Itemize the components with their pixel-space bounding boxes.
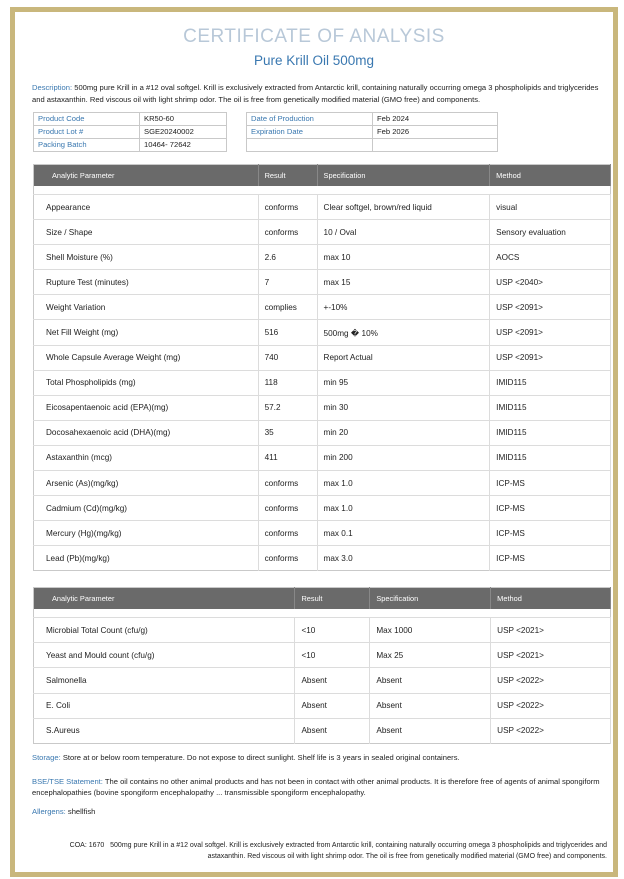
analytic-table-cell: Size / Shape <box>34 220 259 245</box>
microbial-table-cell: USP <2022> <box>491 693 611 718</box>
microbial-table-cell: Max 1000 <box>370 618 491 643</box>
analytic-table-row <box>34 345 611 370</box>
product-lot-label: Product Lot # <box>34 126 140 139</box>
analytic-table-cell: conforms <box>258 496 317 521</box>
microbial-table-cell: <10 <box>295 643 370 668</box>
analytic-table-cell: ICP-MS <box>490 471 611 496</box>
description-text: 500mg pure Krill in a #12 oval softgel. Krill is exclusively extracted from Antarctic krill, containing naturally occurring omega 3 phospholipids and triglycerides and astaxanthin. Red viscous oil with light shrimp odor. The oil is free from genetically modified material (GMO free) and components. <box>32 83 599 104</box>
microbial-table-row <box>34 693 611 718</box>
microbial-table-column-header: Result <box>295 588 370 610</box>
microbial-table-cell: Salmonella <box>34 668 295 693</box>
certificate-frame <box>10 7 618 877</box>
microbial-table-cell: USP <2021> <box>491 618 611 643</box>
page-title: CERTIFICATE OF ANALYSIS <box>183 26 445 47</box>
analytic-table-row <box>34 220 611 245</box>
analytic-table-row <box>34 445 611 470</box>
footer <box>45 840 607 862</box>
analytic-table-cell: USP <2091> <box>490 345 611 370</box>
analytic-table-cell: 740 <box>258 345 317 370</box>
storage-label: Storage: <box>32 753 61 762</box>
bse-label: BSE/TSE Statement: <box>32 777 103 786</box>
analytic-table-column-header: Specification <box>317 165 490 187</box>
analytic-table-cell: 35 <box>258 420 317 445</box>
analytic-table-cell: 7 <box>258 270 317 295</box>
footer-coa: COA: 1670 <box>69 842 105 849</box>
analytic-table-cell: 2.6 <box>258 245 317 270</box>
analytic-table-cell: Report Actual <box>317 345 490 370</box>
analytic-table-cell: Total Phospholipids (mg) <box>34 370 259 395</box>
analytic-table-cell: Weight Variation <box>34 295 259 320</box>
microbial-table-cell: Absent <box>295 668 370 693</box>
microbial-table-cell: E. Coli <box>34 693 295 718</box>
analytic-table-row <box>34 521 611 546</box>
microbial-table-cell: USP <2022> <box>491 718 611 743</box>
analytic-table-row <box>34 295 611 320</box>
analytic-table-cell: Clear softgel, brown/red liquid <box>317 195 490 220</box>
analytic-table-cell: complies <box>258 295 317 320</box>
analytic-table-cell: min 200 <box>317 445 490 470</box>
analytic-table-row <box>34 420 611 445</box>
analytic-table-cell: IMID115 <box>490 395 611 420</box>
microbial-table-cell: Microbial Total Count (cfu/g) <box>34 618 295 643</box>
analytic-table-row <box>34 320 611 345</box>
analytic-table-cell: Net Fill Weight (mg) <box>34 320 259 345</box>
microbial-table-row <box>34 618 611 643</box>
product-code-value: KR50-60 <box>140 113 227 126</box>
microbial-table-row <box>34 643 611 668</box>
analytic-table-cell: conforms <box>258 195 317 220</box>
analytic-table-cell: conforms <box>258 521 317 546</box>
analytic-table-cell: max 1.0 <box>317 496 490 521</box>
product-info-left <box>33 112 227 152</box>
footer-text: 500mg pure Krill in a #12 oval softgel. Krill is exclusively extracted from Antarctic krill, containing naturally occurring omega 3 phospholipids and triglycerides and astaxanthin. Red viscous oil with light shrimp odor. The oil is free from genetically modified material (GMO free) and components. <box>110 842 607 860</box>
allergens-text: shellfish <box>67 807 96 816</box>
microbial-table-column-header: Analytic Parameter <box>34 588 295 610</box>
analytic-table-cell: 10 / Oval <box>317 220 490 245</box>
analytic-table-cell: max 1.0 <box>317 471 490 496</box>
microbial-table <box>33 587 611 744</box>
analytic-table-row <box>34 395 611 420</box>
analytic-table-cell: 118 <box>258 370 317 395</box>
analytic-table-cell: Arsenic (As)(mg/kg) <box>34 471 259 496</box>
product-subtitle: Pure Krill Oil 500mg <box>253 53 375 68</box>
expiration-date-value: Feb 2026 <box>373 126 498 139</box>
microbial-table-cell: S.Aureus <box>34 718 295 743</box>
storage-statement <box>32 753 607 762</box>
analytic-table-cell: max 0.1 <box>317 521 490 546</box>
analytic-table-cell: min 30 <box>317 395 490 420</box>
analytic-table-cell: max 10 <box>317 245 490 270</box>
product-info-right <box>246 112 498 152</box>
analytic-table-cell: AOCS <box>490 245 611 270</box>
analytic-table-cell: USP <2040> <box>490 270 611 295</box>
microbial-table-header-row <box>34 588 611 610</box>
microbial-table-cell: Max 25 <box>370 643 491 668</box>
analytic-table-header-row <box>34 165 611 187</box>
production-date-label: Date of Production <box>247 113 373 126</box>
description-label: Description: <box>32 83 73 92</box>
microbial-table-row <box>34 668 611 693</box>
analytic-table-row <box>34 546 611 571</box>
product-code-label: Product Code <box>34 113 140 126</box>
analytic-table-row <box>34 471 611 496</box>
analytic-table-cell: Whole Capsule Average Weight (mg) <box>34 345 259 370</box>
analytic-table-cell: 411 <box>258 445 317 470</box>
storage-text: Store at or below room temperature. Do not expose to direct sunlight. Shelf life is 3 years in sealed original containers. <box>62 753 460 762</box>
analytic-table <box>33 164 611 571</box>
analytic-table-cell: conforms <box>258 546 317 571</box>
analytic-table-cell: visual <box>490 195 611 220</box>
analytic-table-cell: Sensory evaluation <box>490 220 611 245</box>
analytic-table-column-header: Analytic Parameter <box>34 165 259 187</box>
bse-statement <box>32 776 607 798</box>
analytic-table-cell: min 95 <box>317 370 490 395</box>
analytic-table-cell: USP <2091> <box>490 295 611 320</box>
microbial-table-cell: Absent <box>295 718 370 743</box>
analytic-table-column-header: Method <box>490 165 611 187</box>
analytic-table-cell: ICP-MS <box>490 496 611 521</box>
microbial-table-cell: USP <2022> <box>491 668 611 693</box>
analytic-table-cell: min 20 <box>317 420 490 445</box>
analytic-table-cell: Shell Moisture (%) <box>34 245 259 270</box>
analytic-table-cell: Appearance <box>34 195 259 220</box>
microbial-table-cell: Absent <box>370 718 491 743</box>
microbial-table-row <box>34 718 611 743</box>
analytic-table-cell: Rupture Test (minutes) <box>34 270 259 295</box>
analytic-table-spacer <box>34 186 611 195</box>
analytic-table-cell: max 15 <box>317 270 490 295</box>
empty-label <box>247 139 373 152</box>
microbial-table-column-header: Method <box>491 588 611 610</box>
empty-value <box>373 139 498 152</box>
microbial-table-column-header: Specification <box>370 588 491 610</box>
microbial-table-cell: Absent <box>370 693 491 718</box>
microbial-table-cell: <10 <box>295 618 370 643</box>
analytic-table-cell: ICP-MS <box>490 521 611 546</box>
allergens-label: Allergens: <box>32 807 66 816</box>
analytic-table-cell: Mercury (Hg)(mg/kg) <box>34 521 259 546</box>
expiration-date-label: Expiration Date <box>247 126 373 139</box>
packing-batch-label: Packing Batch <box>34 139 140 152</box>
analytic-table-cell: max 3.0 <box>317 546 490 571</box>
microbial-table-cell: Absent <box>370 668 491 693</box>
analytic-table-cell: 57.2 <box>258 395 317 420</box>
analytic-table-cell: IMID115 <box>490 445 611 470</box>
analytic-table-cell: +-10% <box>317 295 490 320</box>
analytic-table-column-header: Result <box>258 165 317 187</box>
microbial-table-cell: USP <2021> <box>491 643 611 668</box>
analytic-table-cell: Astaxanthin (mcg) <box>34 445 259 470</box>
microbial-table-cell: Yeast and Mould count (cfu/g) <box>34 643 295 668</box>
bse-text: The oil contains no other animal products and has not been in contact with other animal products. It is therefore free of agents of animal spongiform encephalopathies (bovine spongiform encephalopathy ... transmissible spongiform encephalopathy. <box>32 777 600 797</box>
analytic-table-cell: Eicosapentaenoic acid (EPA)(mg) <box>34 395 259 420</box>
production-date-value: Feb 2024 <box>373 113 498 126</box>
analytic-table-cell: Cadmium (Cd)(mg/kg) <box>34 496 259 521</box>
analytic-table-row <box>34 245 611 270</box>
analytic-table-cell: 500mg � 10% <box>317 320 490 345</box>
analytic-table-cell: ICP-MS <box>490 546 611 571</box>
microbial-table-cell: Absent <box>295 693 370 718</box>
analytic-table-cell: conforms <box>258 220 317 245</box>
analytic-table-row <box>34 195 611 220</box>
product-lot-value: SGE20240002 <box>140 126 227 139</box>
analytic-table-cell: IMID115 <box>490 370 611 395</box>
analytic-table-cell: USP <2091> <box>490 320 611 345</box>
analytic-table-cell: 516 <box>258 320 317 345</box>
analytic-table-cell: Lead (Pb)(mg/kg) <box>34 546 259 571</box>
analytic-table-row <box>34 496 611 521</box>
analytic-table-row <box>34 370 611 395</box>
microbial-table-spacer <box>34 609 611 618</box>
description <box>32 82 602 105</box>
analytic-table-row <box>34 270 611 295</box>
analytic-table-cell: IMID115 <box>490 420 611 445</box>
analytic-table-cell: conforms <box>258 471 317 496</box>
packing-batch-value: 10464- 72642 <box>140 139 227 152</box>
allergens <box>32 807 607 816</box>
analytic-table-cell: Docosahexaenoic acid (DHA)(mg) <box>34 420 259 445</box>
